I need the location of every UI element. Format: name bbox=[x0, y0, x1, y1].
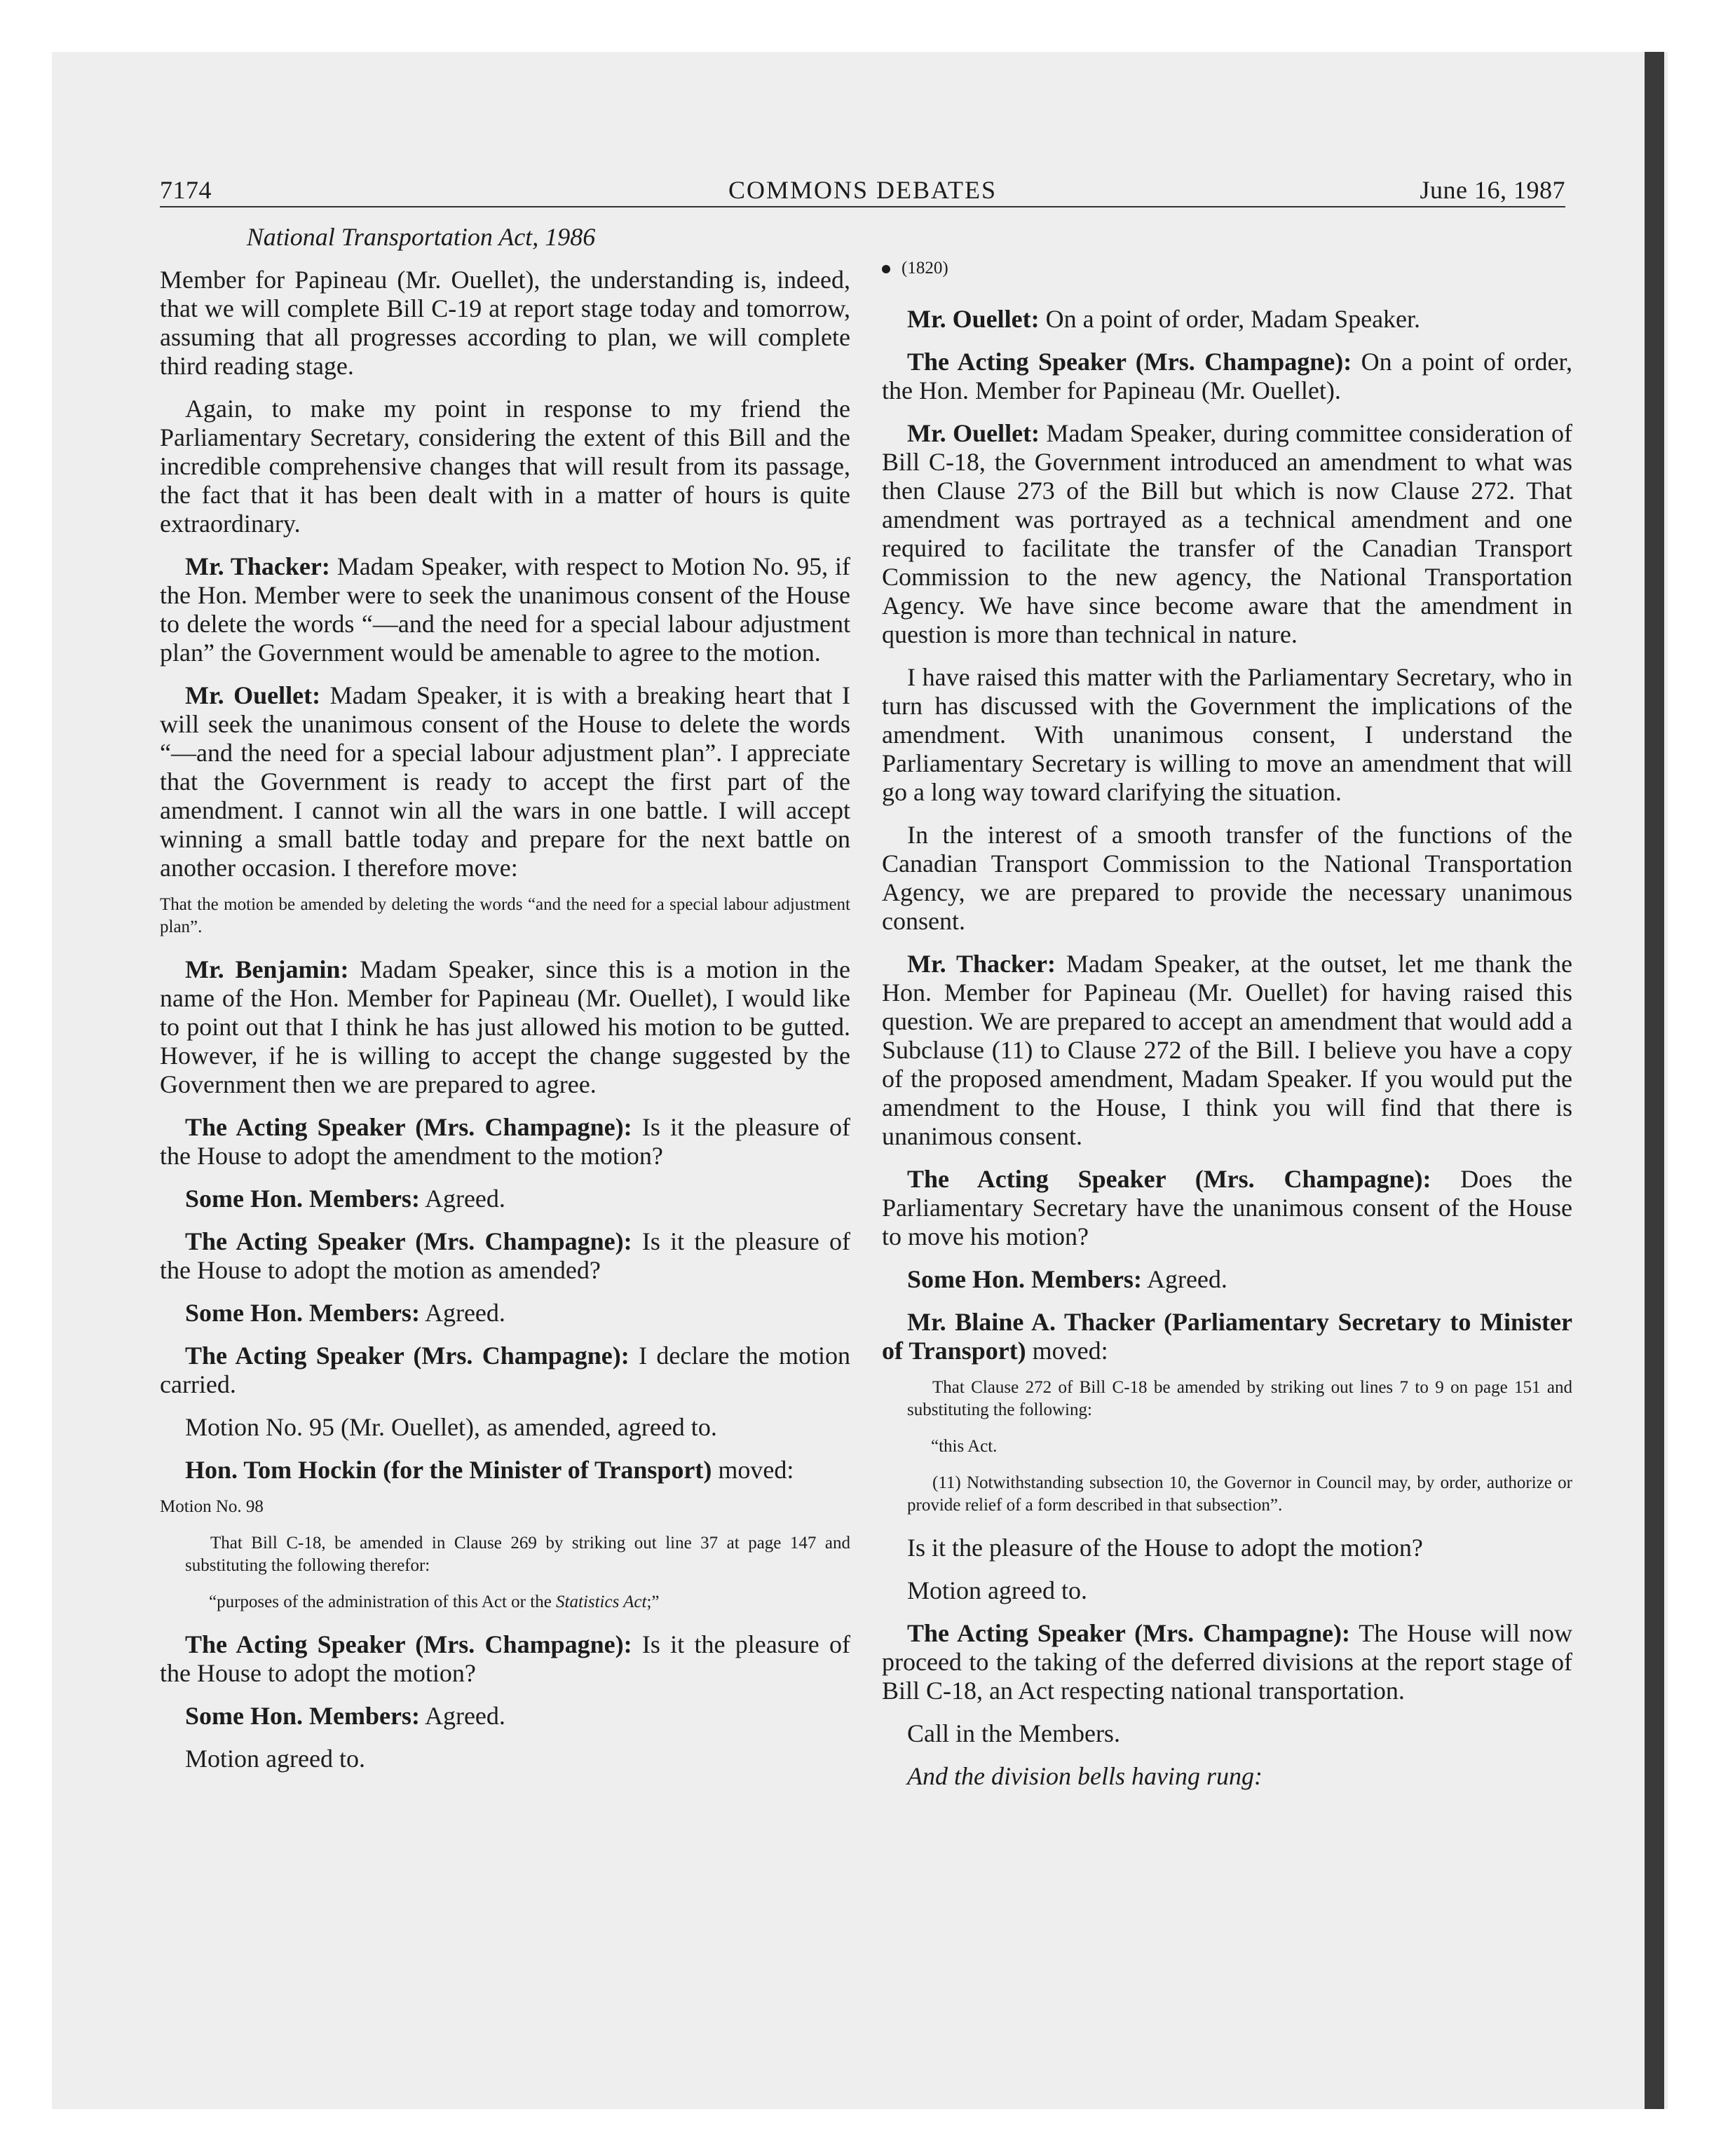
speech-paragraph bbox=[160, 1630, 850, 1688]
speech-paragraph bbox=[882, 1165, 1572, 1251]
speech-paragraph bbox=[160, 1702, 850, 1731]
speech-text: The House will now proceed to the taking of the deferred divisions at the report stage of Bill C-18, an Act respecting national transportation. bbox=[882, 1619, 1573, 1705]
motion-text: (11) Notwithstanding subsection 10, the Governor in Council may, by order, authorize or provide relief of a form described in that subsection”. bbox=[907, 1473, 1572, 1515]
motion-text-part: ;” bbox=[646, 1592, 660, 1611]
motion-text: That the motion be amended by deleting the words “and the need for a special labour adjustment plan”. bbox=[160, 895, 850, 936]
speech-text: I declare the motion carried. bbox=[160, 1342, 850, 1398]
speaker-name: The Acting Speaker (Mrs. Champagne): bbox=[185, 1227, 632, 1255]
running-title: National Transportation Act, 1986 bbox=[246, 223, 596, 251]
speaker-name: Mr. Ouellet: bbox=[907, 305, 1040, 333]
speech-text: Madam Speaker, at the outset, let me thank the Hon. Member for Papineau (Mr. Ouellet) for having raised this question. We are prepared to accept an amendment that would add a Subclause (11) to Clause 272 of the Bill. I believe you have a copy of the proposed amendment, Madam Speaker. If you would put the amendment to the House, I think you will find that there is unanimous consent. bbox=[882, 950, 1572, 1150]
paragraph: Call in the Members. bbox=[907, 1719, 1120, 1747]
speech-paragraph bbox=[160, 1299, 850, 1328]
speech-text: Is it the pleasure of the House to adopt the amendment to the motion? bbox=[160, 1113, 851, 1170]
timestamp-text: (1820) bbox=[901, 259, 948, 278]
paragraph: I have raised this matter with the Parliamentary Secretary, who in turn has discussed with the Government the implications of the amendment. With unanimous consent, I understand the Parliamentary Secretary is willing to move an amendment that will go a long way toward clarifying the situation. bbox=[882, 663, 1572, 806]
bullet-icon bbox=[882, 265, 890, 273]
page-number: 7174 bbox=[160, 176, 212, 204]
speech-paragraph bbox=[882, 1619, 1572, 1705]
speech-text: Madam Speaker, since this is a motion in the name of the Hon. Member for Papineau (Mr. Ouellet), I would like to point out that I think he has just allowed his motion to be gutted. However, if he is willing to accept the change suggested by the Government then we are prepared to agree. bbox=[160, 955, 851, 1098]
speech-paragraph bbox=[160, 955, 850, 1099]
header-rule bbox=[160, 206, 1565, 207]
speaker-name: Some Hon. Members: bbox=[185, 1185, 420, 1213]
speaker-name: Mr. Benjamin: bbox=[185, 955, 349, 983]
publication-title: COMMONS DEBATES bbox=[728, 176, 998, 204]
motion-label: Motion No. 98 bbox=[160, 1497, 264, 1516]
speaker-name: Hon. Tom Hockin (for the Minister of Transport) bbox=[185, 1456, 712, 1484]
paragraph: Member for Papineau (Mr. Ouellet), the understanding is, indeed, that we will complete Bill C-19 at report stage today and tomorrow, assuming that all progresses according to plan, we will complete third reading stage. bbox=[160, 266, 850, 380]
publication-date: June 16, 1987 bbox=[1420, 176, 1565, 204]
speaker-name: The Acting Speaker (Mrs. Champagne): bbox=[185, 1113, 632, 1141]
speaker-name: Mr. Thacker: bbox=[185, 552, 330, 580]
speech-paragraph bbox=[160, 1342, 850, 1399]
speech-text: Agreed. bbox=[1141, 1265, 1227, 1293]
speech-paragraph bbox=[160, 681, 850, 882]
speaker-name: Mr. Ouellet: bbox=[907, 419, 1040, 447]
speech-paragraph bbox=[160, 1227, 850, 1285]
speech-text: Does the Parliamentary Secretary have the unanimous consent of the House to move his motion? bbox=[882, 1165, 1573, 1250]
scan-edge-bar bbox=[1645, 52, 1664, 2109]
motion-text-part: “purposes of the administration of this Act or the bbox=[209, 1592, 557, 1611]
speech-text: Agreed. bbox=[419, 1299, 505, 1327]
speaker-name: The Acting Speaker (Mrs. Champagne): bbox=[185, 1342, 630, 1370]
speech-text: On a point of order, Madam Speaker. bbox=[1039, 305, 1421, 333]
speech-paragraph bbox=[882, 305, 1572, 334]
stage-direction: And the division bells having rung: bbox=[907, 1762, 1263, 1790]
motion-text bbox=[209, 1591, 850, 1613]
paragraph: Motion agreed to. bbox=[907, 1576, 1087, 1604]
speaker-name: Some Hon. Members: bbox=[185, 1299, 420, 1327]
speech-text: Agreed. bbox=[419, 1702, 505, 1730]
speech-text: Is it the pleasure of the House to adopt the motion as amended? bbox=[160, 1227, 851, 1284]
speech-text: moved: bbox=[1026, 1337, 1108, 1365]
speech-text: Is it the pleasure of the House to adopt the motion? bbox=[160, 1630, 851, 1687]
speech-paragraph bbox=[882, 419, 1572, 649]
speech-paragraph bbox=[882, 348, 1572, 405]
paragraph: Motion No. 95 (Mr. Ouellet), as amended, agreed to. bbox=[185, 1413, 717, 1441]
page-header bbox=[160, 175, 1565, 210]
speaker-name: Some Hon. Members: bbox=[185, 1702, 420, 1730]
speaker-name: The Acting Speaker (Mrs. Champagne): bbox=[185, 1630, 632, 1658]
speech-paragraph bbox=[882, 1265, 1572, 1294]
speech-paragraph bbox=[160, 1185, 850, 1213]
speech-text: moved: bbox=[712, 1456, 794, 1484]
motion-text: That Bill C-18, be amended in Clause 269 by striking out line 37 at page 147 and substituting the following therefor: bbox=[185, 1534, 850, 1575]
paragraph: In the interest of a smooth transfer of the functions of the Canadian Transport Commission to the National Transportation Agency, we are prepared to provide the necessary unanimous consent. bbox=[882, 821, 1572, 935]
motion-text: That Clause 272 of Bill C-18 be amended by striking out lines 7 to 9 on page 151 and substituting the following: bbox=[907, 1378, 1572, 1419]
speaker-name: Mr. Ouellet: bbox=[185, 681, 321, 709]
speaker-name: The Acting Speaker (Mrs. Champagne): bbox=[907, 348, 1352, 376]
right-column bbox=[882, 223, 1572, 1805]
speech-paragraph bbox=[160, 552, 850, 667]
left-column bbox=[160, 223, 850, 1787]
paragraph: Motion agreed to. bbox=[185, 1745, 365, 1773]
speech-paragraph bbox=[882, 950, 1572, 1151]
motion-text-italic: Statistics Act bbox=[556, 1592, 647, 1611]
speech-text: On a point of order, the Hon. Member for Papineau (Mr. Ouellet). bbox=[882, 348, 1572, 404]
paragraph: Is it the pleasure of the House to adopt the motion? bbox=[907, 1534, 1423, 1562]
speaker-name: Some Hon. Members: bbox=[907, 1265, 1142, 1293]
speaker-name: Mr. Blaine A. Thacker (Parliamentary Secretary to Minister of Transport) bbox=[882, 1308, 1572, 1365]
speech-paragraph bbox=[882, 1308, 1572, 1365]
speech-text: Madam Speaker, it is with a breaking heart that I will seek the unanimous consent of the House to delete the words “—and the need for a special labour adjustment plan”. I appreciate that the Government is ready to accept the first part of the amendment. I cannot win all the wars in one battle. I will accept winning a small battle today and prepare for the next battle on another occasion. I therefore move: bbox=[160, 681, 850, 882]
speaker-name: Mr. Thacker: bbox=[907, 950, 1056, 978]
speaker-name: The Acting Speaker (Mrs. Champagne): bbox=[907, 1619, 1351, 1647]
speaker-name: The Acting Speaker (Mrs. Champagne): bbox=[907, 1165, 1431, 1193]
speech-paragraph bbox=[160, 1113, 850, 1171]
speech-text: Madam Speaker, during committee consideration of Bill C-18, the Government introduced an amendment to what was then Clause 273 of the Bill but which is now Clause 272. That amendment was portrayed as a technical amendment and one required to facilitate the transfer of the Canadian Transport Commission to the new agency, the National Transportation Agency. We have since become aware that the amendment in question is more than technical in nature. bbox=[882, 419, 1572, 648]
speech-paragraph bbox=[160, 1456, 850, 1485]
motion-text: “this Act. bbox=[931, 1437, 998, 1456]
speech-text: Agreed. bbox=[419, 1185, 505, 1213]
paragraph: Again, to make my point in response to my friend the Parliamentary Secretary, considering the extent of this Bill and the incredible comprehensive changes that will result from its passage, the fact that it has been dealt with in a matter of hours is quite extraordinary. bbox=[160, 395, 850, 538]
timestamp bbox=[882, 254, 1572, 282]
speech-text: Madam Speaker, with respect to Motion No. 95, if the Hon. Member were to seek the unanimous consent of the House to delete the words “—and the need for a special labour adjustment plan” the Government would be amenable to agree to the motion. bbox=[160, 552, 850, 667]
